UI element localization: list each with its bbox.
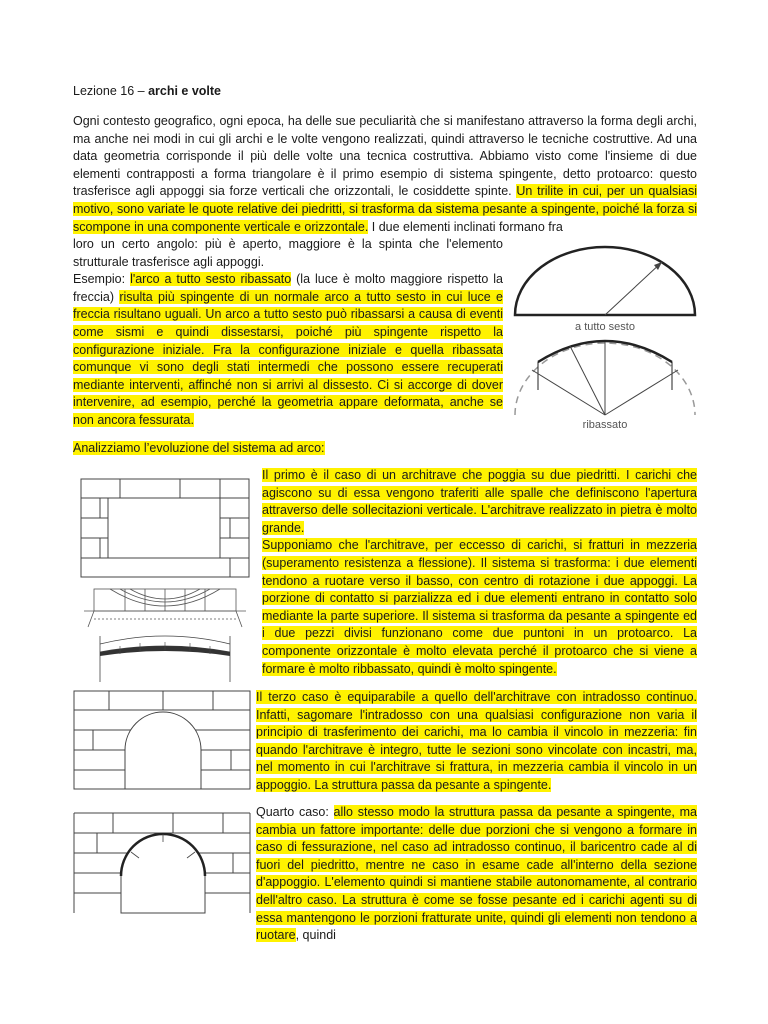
page-title xyxy=(73,84,221,98)
case3-paragraph xyxy=(256,689,697,795)
fracture-stress-figure xyxy=(80,583,250,631)
arch-diagram xyxy=(510,240,700,435)
case4-highlight: allo stesso modo la struttura passa da pesante a spingente, ma cambia un fattore importante: delle due porzioni che si vengono a formare in caso di fessurazione, nel caso ad intradosso continuo, il baricentro cade al di fuori del piedritto, mentre ne caso in esame cade all'interno della sezione d'appoggio. L'elemento quindi si mantiene stabile autonomamente, al contrario dell'altro caso. La struttura è come se fosse pesante ed i carichi agenti su di essa mantengono le porzioni fratturate unite, quindi gli elementi non tendono a ruotare xyxy=(256,805,697,943)
round-arch-voussoir-figure xyxy=(73,808,251,914)
example-paragraph xyxy=(73,236,503,430)
full-arch-label: a tutto sesto xyxy=(575,321,635,333)
case1-paragraph xyxy=(262,467,697,678)
round-arch-wall-drawing xyxy=(73,690,251,790)
round-arch-opening xyxy=(125,712,201,789)
lintel-wall-figure xyxy=(80,478,250,578)
intro-paragraph xyxy=(73,113,697,236)
title-bold: archi e volte xyxy=(148,84,222,98)
case4-label: Quarto caso: xyxy=(256,805,334,819)
intro-tail: I due elementi inclinati formano fra xyxy=(368,219,563,234)
arch-comparison-figure xyxy=(510,240,700,435)
example-aside: (la luce è molto maggiore rispetto la freccia) xyxy=(73,272,503,304)
intro-highlight: Un trilite in cui, per un qualsiasi motivo, sono variate le quote relative dei piedritti, si trasforma da sistema pesante a spingente, poiché la forza si scompone in una componente verticale e orizzontale. xyxy=(73,184,697,234)
intro-text: Ogni contesto geografico, ogni epoca, ha delle sue peculiarità che si manifestano attraverso la forma degli archi, ma anche nei modi in cui gli archi e le volte vengono realizzati, quindi attraverso le tecniche costruttive. Ad una data geometria corrisponde il più delle volte una tecnica costruttiva. Abbiamo visto come l'insieme di due elementi contrapposti a forma triangolare è il primo esempio di sistema spingente, detto protoarco: questo trasferisce agli appoggi sia forze verticali che orizzontali, le cosiddette spinte. xyxy=(73,114,697,199)
round-arch-wall-figure xyxy=(73,690,251,790)
lowered-arch-label: ribassato xyxy=(582,419,628,431)
broken-lintel-figure xyxy=(80,632,250,684)
analysis-heading-text: Analizziamo l’evoluzione del sistema ad arco: xyxy=(73,441,325,455)
fracture-stress-drawing xyxy=(80,583,250,631)
lowered-radius-right xyxy=(605,370,678,415)
lintel-wall-drawing xyxy=(80,478,250,578)
example-label: Esempio: xyxy=(73,272,131,287)
example-highlight-2: risulta più spingente di un normale arco a tutto sesto in cui luce e freccia risultano uguali. Un arco a tutto sesto può ribassarsi a causa di eventi come sismi e quindi dissestarsi, poiché più spingente rispetto la configurazione iniziale. Fra la configurazione iniziale e quella ribassata comunque vi sono degli stati intermedi che possono essere recuperati mediante interventi, affinché non si arrivi al dissesto. Ci si accorge di dover intervenire, ad esempio, perché la geometria appare deformata, anche se non ancora fessurata. xyxy=(73,289,503,427)
case4-tail: , quindi xyxy=(295,928,336,943)
case4-paragraph xyxy=(256,804,697,945)
analysis-heading xyxy=(73,440,473,458)
full-arch-shape xyxy=(515,247,695,315)
case3-highlight: Il terzo caso è equiparabile a quello dell'architrave con intradosso continuo. Infatti, sagomare l'intradosso con una qualsiasi configurazione non varia il principio di trasferimento dei carichi, ma lo cambia il vincolo in mezzeria: fin quando l'architrave è integro, tutte le sezioni sono vincolate con incastri, ma, nel momento in cui l'architrave si frattura, in mezzeria cambia il vincolo in un appoggio. La struttura passa da pesante a spingente. xyxy=(256,690,697,792)
title-prefix: Lezione 16 – xyxy=(73,84,149,98)
full-arch-radius xyxy=(605,262,662,315)
case1-highlight-1: Il primo è il caso di un architrave che poggia su due piedritti. I carichi che agiscono su di essa vengono traferiti alle spalle che definiscono l'apertura attraverso delle sollecitazioni verticale. L'architrave realizzato in pietra è molto grande. xyxy=(262,468,697,535)
broken-lintel-drawing xyxy=(80,632,250,684)
case1-highlight-2: Supponiamo che l'architrave, per eccesso di carichi, si fratturi in mezzeria (superamento resistenza a flessione). Il sistema si trasforma: i due elementi tendono a ruotare verso il basso, con centro di rotazione i due appoggi. La porzione di contatto si parzializza ed i due elementi entrano in contatto solo mediante la parte superiore. Il sistema si trasforma da pesante a spingente ed i due pezzi divisi funzionano come due puntoni in un protoarco. La componente orizzontale è molto elevata perché il protoarco che si viene a formare è molto ribbassato, quindi è molto spingente. xyxy=(262,538,697,676)
example-highlight-1: l'arco a tutto sesto ribassato xyxy=(130,272,292,287)
example-lead: loro un certo angolo: più è aperto, maggiore è la spinta che l'elemento strutturale trasferisce agli appoggi. xyxy=(73,237,503,269)
round-arch-voussoir-drawing xyxy=(73,808,251,914)
